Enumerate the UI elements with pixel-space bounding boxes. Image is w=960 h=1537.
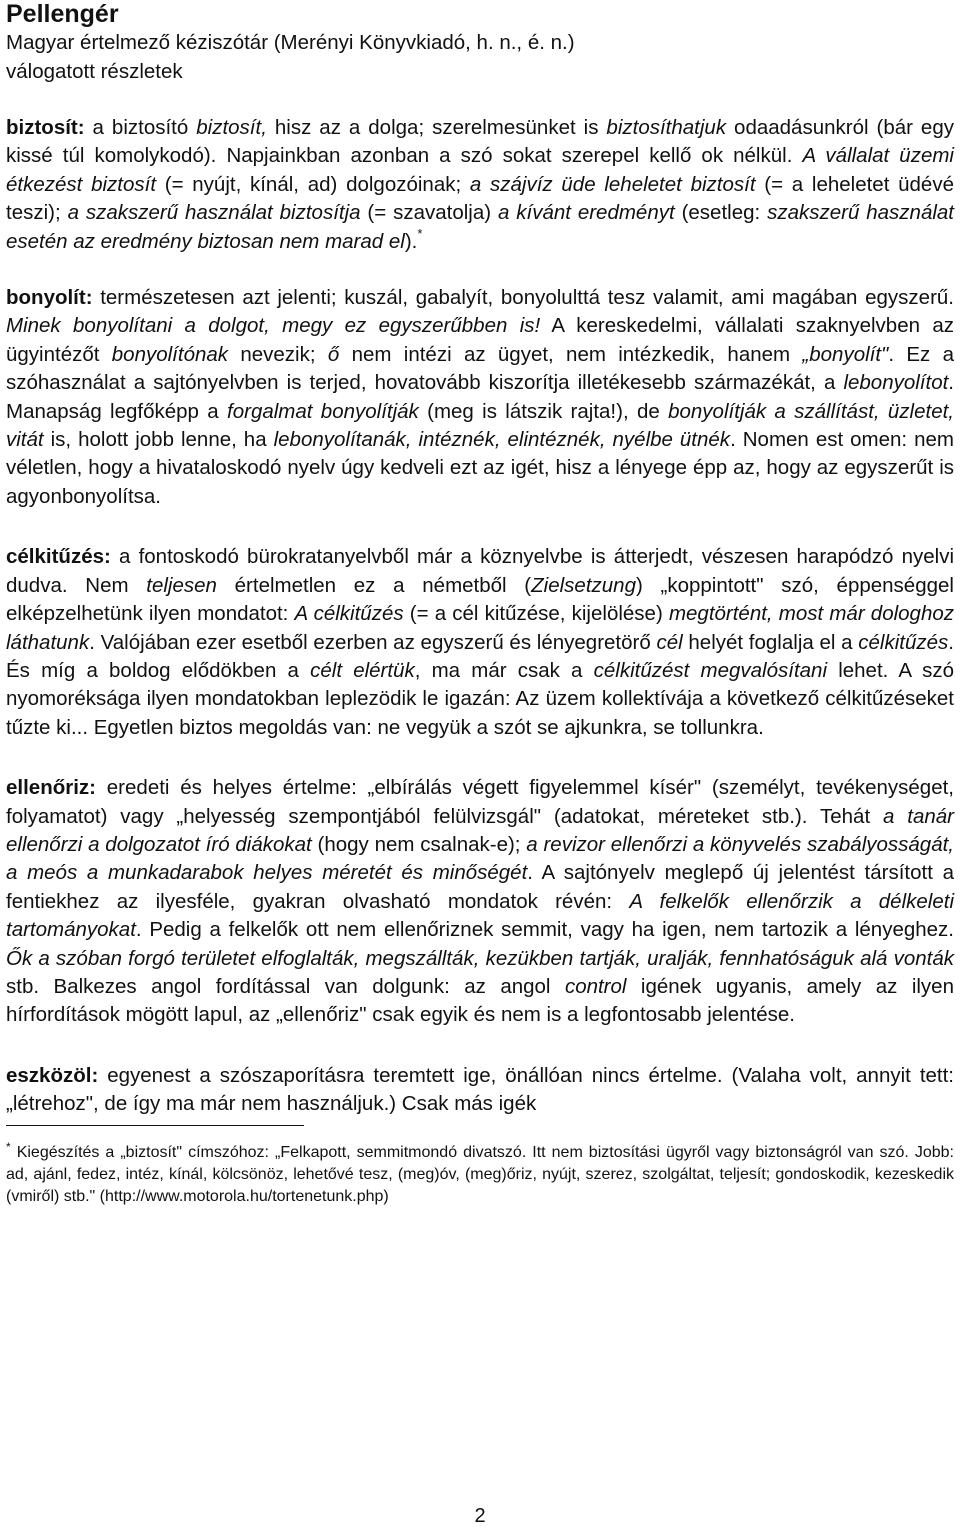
entry-example: biztosíthatjuk <box>606 116 727 139</box>
entry-example: célkitűzés <box>858 630 949 654</box>
entry-text: (= szavatolja) <box>360 201 498 225</box>
footnote-divider <box>6 1125 304 1126</box>
entry-text: is, holott jobb lenne, ha <box>43 428 274 452</box>
entry-text: odaadásunkról (bár egy kissé túl komolykodó). Napjainkban azonban a szó sokat szerepel kellő ok nélkül. <box>6 116 954 168</box>
source-subline: válogatott részletek <box>6 60 183 83</box>
entry-text: helyét foglalja el a <box>682 630 859 654</box>
entry-text: a fontoskodó bürokratanyelvből már a köznyelvbe is átterjedt, vészesen harapódzó nyelvi dudva. Nem <box>6 545 954 597</box>
entry-text: (= nyújt, kínál, ad) dolgozóinak; <box>156 172 470 196</box>
entry-text: A kereskedelmi, vállalati szaknyelvben az ügyintézőt <box>6 314 954 366</box>
entry-example: Ők a szóban forgó területet elfoglalták, megszállták, kezükben tartják, uralják, fennhatóságuk alá vonták <box>6 946 954 970</box>
entry-term: biztosít: <box>6 116 85 139</box>
entry-text: hisz az a dolga; szerelmesünket is <box>266 116 607 139</box>
entry-text: . Pedig a felkelők ott nem ellenőriznek semmit, vagy ha igen, nem tartozik a lényeghez. <box>135 918 954 942</box>
entry-text: . És míg a boldog elődökben a <box>6 630 954 682</box>
entry-term: ellenőriz: <box>6 776 96 800</box>
entry-text: egyenest a szószaporításra teremtett ige, önállóan nincs értelme. (Valaha volt, annyit tett: „létrehoz", de így ma már nem használjuk.) Csak más igék <box>6 1063 954 1116</box>
spacer <box>6 742 954 774</box>
entry-text: . A sajtónyelv meglepő új jelentést társított a fentiekhez az ilyesféle, gyakran olvasható mondatok révén: <box>6 861 954 913</box>
entry-example: a tanár ellenőrzi a dolgozatot író diákokat <box>6 804 954 856</box>
footnote-text: Kiegészítés a „biztosít" címszóhoz: „Felkapott, semmitmondó divatszó. Itt nem biztosítási ügyről vagy biztonságról van szó. Jobb: ad, ajánl, fedez, intéz, kínál, kölcsönöz, lehetővé tesz, (meg)óv, (meg)őriz, nyújt, szerez, szolgáltat, teljesít; gondoskodik, kezeskedik (vmiről) stb." (http://www.motorola.hu/tortenetunk.php) <box>6 1143 954 1205</box>
page-title: Pellengér <box>6 0 119 28</box>
entry-example: control <box>564 974 627 998</box>
entry-text: nevezik; <box>228 342 328 366</box>
entry-term: eszközöl: <box>6 1063 99 1087</box>
entry-text: . Manapság legfőképp a <box>6 371 954 423</box>
entry-example: a revizor ellenőrzi a könyvelés szabályosságát, a meós a munkadarabok helyes méretét és minőségét <box>6 832 954 885</box>
entry-example: megtörtént, most már dologhoz láthatunk <box>6 602 954 654</box>
entry-text: . Ez a szóhasználat a sajtónyelvben is terjed, hovatovább kiszorítja illetékesebb származékát, a <box>6 342 954 395</box>
entry-biztosit <box>6 114 954 256</box>
entry-text: nem intézi az ügyet, nem intézkedik, hanem <box>339 342 803 366</box>
page-number: 2 <box>474 1505 486 1527</box>
entry-text: értelmetlen ez a németből ( <box>216 573 532 597</box>
entry-text: , ma már csak a <box>414 658 594 682</box>
entry-example: bonyolítják a szállítást, üzletet, vitát <box>6 399 954 452</box>
spacer <box>6 511 954 543</box>
entry-celkituzes <box>6 543 954 742</box>
entry-example: „bonyolít" <box>802 342 889 366</box>
entry-eszkozol <box>6 1062 954 1119</box>
source-line: Magyar értelmező kéziszótár (Merényi Könyvkiadó, h. n., é. n.) <box>6 31 575 54</box>
entry-example: a kívánt eredményt <box>497 201 675 225</box>
entry-example: szakszerű használat esetén az eredmény biztosan nem marad el <box>6 201 954 253</box>
entry-example: teljesen <box>146 573 217 597</box>
entry-example: forgalmat bonyolítják <box>227 399 419 423</box>
entry-example: ő <box>327 342 340 366</box>
spacer <box>6 256 954 284</box>
entry-text: (= a leheletet üdévé teszi); <box>6 172 954 225</box>
entry-text: a biztosító <box>84 116 197 139</box>
entry-term: célkitűzés: <box>6 545 111 569</box>
entry-ellenoriz <box>6 774 954 1030</box>
entry-example: cél <box>656 630 683 654</box>
footnote-reference[interactable]: * <box>417 225 423 241</box>
entry-example: Zielsetzung <box>531 573 636 597</box>
entry-example: A felkelők ellenőrzik a délkeleti tartományokat <box>6 889 954 942</box>
entry-text: ). <box>404 229 418 253</box>
entry-example: lebonyolítot <box>843 371 949 395</box>
entry-example: A célkitűzés <box>294 602 404 626</box>
entry-text: igének ugyanis, amely az ilyen hírfordítások mögött lapul, az „ellenőriz" csak egyik és nem is a legfontosabb jelentése. <box>6 974 954 1027</box>
entry-example: Minek bonyolítani a dolgot, megy ez egyszerűbben is! <box>6 314 541 338</box>
entry-text: . Nomen est omen: nem véletlen, hogy a hivataloskodó nyelv úgy kedveli ezt az igét, hisz a lényege épp az, hogy az egyszerűt is agyonbonyolítsa. <box>6 428 954 508</box>
entry-example: célt elértük <box>310 658 415 682</box>
entry-example: a szakszerű használat biztosítja <box>67 201 361 225</box>
entry-text: (hogy nem csalnak-e); <box>311 832 527 856</box>
spacer <box>6 86 954 114</box>
entry-term: bonyolít: <box>6 286 93 310</box>
entry-example: lebonyolítanák, intéznék, elintéznék, nyélbe ütnék <box>273 428 731 452</box>
entry-text: (meg is látszik rajta!), de <box>418 399 669 423</box>
spacer <box>6 1030 954 1062</box>
entry-text: természetesen azt jelenti; kuszál, gabalyít, bonyolulttá tesz valamit, ami magában egyszerű. <box>92 286 954 310</box>
entry-text: (esetleg: <box>674 201 768 225</box>
entry-text: (= a cél kitűzése, kijelölése) <box>403 602 669 626</box>
entry-example: biztosít, <box>196 116 267 139</box>
entry-example: A vállalat üzemi étkezést biztosít <box>6 144 954 196</box>
entry-text: lehet. A szó nyomoréksága ilyen mondatokban leplezödik le igazán: Az üzem kollektívája a következő célkitűzéseket tűzte ki... Egyetlen biztos megoldás van: ne vegyük a szót se ajkunkra, se tollunkra. <box>6 658 954 739</box>
footnote <box>6 1139 954 1208</box>
entry-example: célkitűzést megvalósítani <box>593 658 828 682</box>
entry-text: stb. Balkezes angol fordítással van dolgunk: az angol <box>6 974 565 998</box>
entry-text: eredeti és helyes értelme: „elbírálás végett figyelemmel kísér" (személyt, tevékenységet, folyamatot) vagy „helyesség szempontjából felülvizsgál" (adatokat, méreteket stb.). Tehát <box>6 776 954 828</box>
entry-text: . Valójában ezer esetből ezerben az egyszerű és lényegretörő <box>89 630 657 654</box>
footnote-marker: * <box>6 1139 11 1154</box>
entry-example: bonyolítónak <box>111 342 229 366</box>
entry-text: ) „koppintott" szó, éppenséggel elképzelhetünk ilyen mondatot: <box>6 573 954 626</box>
entry-bonyolit <box>6 284 954 511</box>
entry-example: a szájvíz üde leheletet biztosít <box>469 172 756 196</box>
